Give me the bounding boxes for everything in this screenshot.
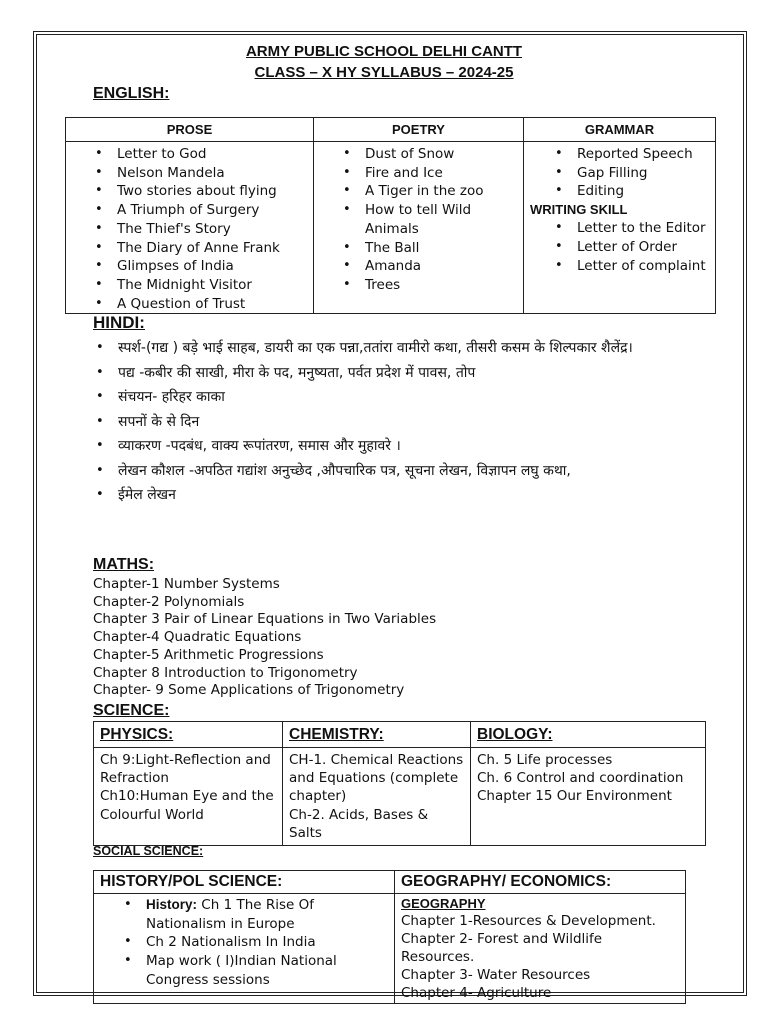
list-item: • Reported Speech xyxy=(577,145,715,164)
list-item: • A Triumph of Surgery xyxy=(117,201,313,220)
prose-list xyxy=(66,142,313,313)
history-header: HISTORY/POL SCIENCE: xyxy=(94,871,395,894)
writing-skill-heading: WRITING SKILL xyxy=(530,202,628,218)
school-title: ARMY PUBLIC SCHOOL DELHI CANTT xyxy=(245,43,523,60)
list-item: • Two stories about flying xyxy=(117,182,313,201)
list-item: • A Tiger in the zoo xyxy=(365,182,523,201)
text-line: Chapter-1 Number Systems xyxy=(93,576,280,592)
history-chapter-1: Ch 1 The Rise Of Nationalism in Europe xyxy=(146,897,315,932)
prose-header: PROSE xyxy=(66,118,314,142)
english-heading: ENGLISH: xyxy=(93,85,170,102)
list-item: • How to tell Wild Animals xyxy=(365,201,523,238)
list-item: • स्पर्श-(गद्य ) बड़े भाई साहब, डायरी का एक पन्ना,ततांरा वामीरो कथा, तीसरी कसम के शिल्पकार शैलेंद्र। xyxy=(118,336,678,361)
list-item: • Dust of Snow xyxy=(365,145,523,164)
list-item: • Letter of Order xyxy=(577,238,715,257)
text-line: Chapter 15 Our Environment xyxy=(477,788,672,805)
list-item: • Nelson Mandela xyxy=(117,164,313,183)
text-line: Ch-2. Acids, Bases & Salts xyxy=(289,806,429,841)
hindi-heading: HINDI: xyxy=(93,313,145,332)
geography-list xyxy=(401,912,679,1002)
list-item: • Trees xyxy=(365,276,523,295)
chemistry-header xyxy=(283,722,471,748)
english-table xyxy=(65,117,716,314)
text-line: Chapter 1-Resources & Development. xyxy=(401,913,656,929)
grammar-list xyxy=(524,142,715,201)
prose-cell xyxy=(66,142,314,314)
list-item: • Gap Filling xyxy=(577,164,715,183)
list-item: • Fire and Ice xyxy=(365,164,523,183)
writing-list xyxy=(524,219,715,275)
science-heading: SCIENCE: xyxy=(93,702,170,719)
list-item: • Glimpses of India xyxy=(117,257,313,276)
list-item: • ईमेल लेखन xyxy=(118,483,678,508)
history-cell xyxy=(94,894,395,1004)
maths-list xyxy=(93,576,436,700)
text-line: Chapter-4 Quadratic Equations xyxy=(93,629,302,646)
class-title: CLASS – X HY SYLLABUS – 2024-25 xyxy=(254,64,514,81)
list-item xyxy=(146,896,394,933)
list-item: • The Ball xyxy=(365,239,523,258)
text-line: Ch. 6 Control and coordination xyxy=(477,770,684,787)
list-item: • Letter to the Editor xyxy=(577,219,715,238)
social-science-heading: SOCIAL SCIENCE: xyxy=(93,844,204,858)
history-list xyxy=(94,894,394,990)
maths-heading: MATHS: xyxy=(93,556,155,573)
text-line: CH-1. Chemical Reactions and Equations (complete chapter) xyxy=(289,752,464,805)
text-line: Ch 9:Light-Reflection and Refraction xyxy=(100,752,271,787)
text-line: Chapter 3- Water Resources xyxy=(401,967,591,983)
text-line: Chapter-5 Arithmetic Progressions xyxy=(93,646,324,663)
list-item: • Letter of complaint xyxy=(577,257,715,276)
text-line: Chapter 2- Forest and Wildlife Resources. xyxy=(401,931,603,965)
poetry-header: POETRY xyxy=(314,118,524,142)
grammar-header: GRAMMAR xyxy=(524,118,716,142)
geography-cell xyxy=(395,894,686,1004)
text-line: Chapter 4- Agriculture xyxy=(401,985,552,1001)
list-item: • लेखन कौशल -अपठित गद्यांश अनुच्छेद ,औपचारिक पत्र, सूचना लेखन, विज्ञापन लघु कथा, xyxy=(118,459,678,484)
list-item: • पद्य -कबीर की साखी, मीरा के पद, मनुष्यता, पर्वत प्रदेश में पावस, तोप xyxy=(118,361,678,386)
list-item: • Letter to God xyxy=(117,145,313,164)
list-item: • Amanda xyxy=(365,257,523,276)
text-line: Ch10:Human Eye and the Colourful World xyxy=(100,788,274,823)
biology-cell xyxy=(471,748,706,846)
physics-cell xyxy=(94,748,283,846)
biology-header-label: BIOLOGY: xyxy=(477,725,553,743)
poetry-cell xyxy=(314,142,524,314)
physics-header-label: PHYSICS: xyxy=(100,725,174,743)
grammar-cell xyxy=(524,142,716,314)
list-item: • सपनों के से दिन xyxy=(118,410,678,435)
list-item: • Ch 2 Nationalism In India xyxy=(146,933,394,952)
hindi-list xyxy=(118,336,678,508)
history-label: History: xyxy=(146,897,198,912)
list-item: • The Midnight Visitor xyxy=(117,276,313,295)
text-line: Ch. 5 Life processes xyxy=(477,752,613,768)
list-item: • The Thief's Story xyxy=(117,220,313,239)
list-item: • Editing xyxy=(577,182,715,201)
list-item: • The Diary of Anne Frank xyxy=(117,239,313,258)
text-line: Chapter 3 Pair of Linear Equations in Two Variables xyxy=(93,611,437,628)
social-science-table xyxy=(93,870,686,1004)
list-item: • A Question of Trust xyxy=(117,295,313,314)
chemistry-cell xyxy=(283,748,471,846)
science-table xyxy=(93,721,706,846)
text-line: Chapter 8 Introduction to Trigonometry xyxy=(93,664,358,681)
geography-subheading: GEOGRAPHY xyxy=(401,896,486,911)
list-item: • व्याकरण -पदबंध, वाक्य रूपांतरण, समास और मुहावरे । xyxy=(118,434,678,459)
physics-header xyxy=(94,722,283,748)
poetry-list xyxy=(314,142,523,295)
biology-header xyxy=(471,722,706,748)
list-item: • Map work ( I)Indian National Congress sessions xyxy=(146,952,394,989)
text-line: Chapter- 9 Some Applications of Trigonometry xyxy=(93,682,405,699)
list-item: • संचयन- हरिहर काका xyxy=(118,385,678,410)
text-line: Chapter-2 Polynomials xyxy=(93,593,245,610)
geography-header: GEOGRAPHY/ ECONOMICS: xyxy=(395,871,686,894)
chemistry-header-label: CHEMISTRY: xyxy=(289,725,384,743)
